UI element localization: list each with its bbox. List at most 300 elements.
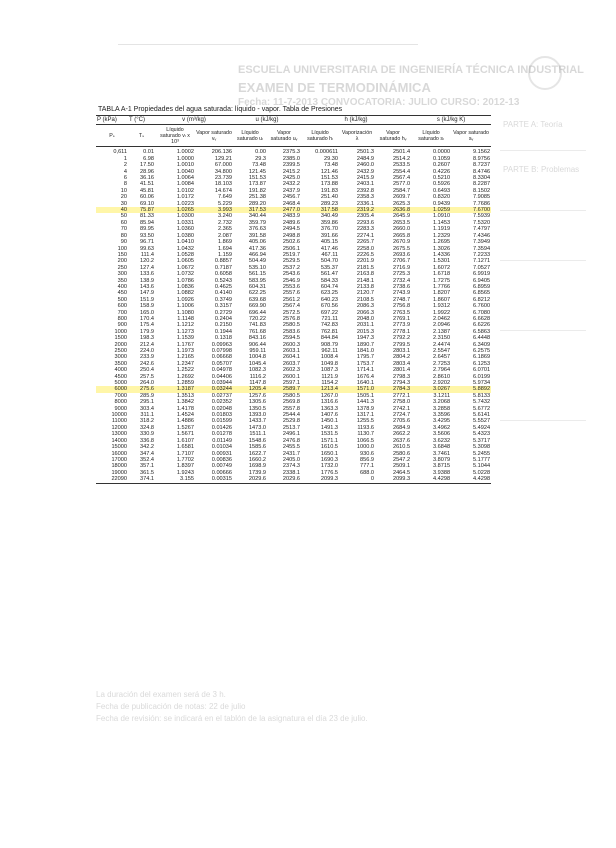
table-cell: 1.2692 [176,373,194,380]
table-cell: 2455.5 [282,444,301,451]
table-cell: 2399.5 [282,162,301,169]
table-cell: 1.0010 [176,162,194,169]
table-cell: 242.6 [140,360,154,367]
bleedthrough-part-b: PARTE B: Problemas [503,165,580,174]
header-pressure: P (kPa) [96,116,128,125]
table-cell: 191.83 [320,187,339,194]
table-cell: 0.2404 [214,315,233,322]
table-cell: 1.1767 [176,341,194,348]
table-cell: 1154.2 [321,380,339,387]
table-cell: 3.993 [195,207,233,213]
table-cell: 1.6718 [432,271,451,278]
table-cell: 1.4336 [432,251,451,258]
table-cell: 3.3596 [432,412,451,419]
table-cell: 7.9085 [472,194,491,201]
table-cell: 1213.4 [301,386,339,392]
table-cell: 2580.5 [282,392,301,399]
table-cell: 7.1271 [472,258,491,265]
table-cell: 0.5210 [432,175,451,182]
table-cell: 4000 [114,367,127,374]
table-cell: 2432.2 [282,181,301,188]
table-cell: 151.53 [248,175,267,182]
header-specific-volume: v (m³/kg) [155,116,233,125]
table-cell: 15000 [111,444,127,451]
table-cell: 1.8607 [432,296,451,303]
table-cell: 2120.7 [356,290,375,297]
bleedthrough-line [500,420,586,421]
table-cell: 18.103 [214,181,233,188]
table-cell: 6.8565 [472,290,491,297]
table-cell: 6.7080 [472,309,491,316]
table-cell: 1.1539 [176,335,194,342]
table-cell: 6.0701 [472,367,491,374]
table-cell: 0.4226 [432,168,451,175]
table-cell: 535.10 [248,264,267,271]
table-cell: 0.3749 [214,296,233,303]
table-cell: 1045.4 [248,360,267,367]
table-cell: 2546.9 [282,277,301,284]
table-cell: 2604.1 [282,354,301,361]
table-cell: 2258.0 [356,245,375,252]
table-cell: 1690.3 [320,456,339,463]
table-cell: 2501.4 [392,149,411,156]
table-cell: 720.22 [248,315,267,322]
table-cell: 340.44 [248,213,267,220]
sub-header-cell: Vaporización λ [339,125,375,147]
table-cell: 143.6 [140,283,154,290]
table-cell: 6.6226 [472,322,491,329]
table-cell: 3500 [114,360,127,367]
table-cell: 6.8212 [472,296,491,303]
table-cell: 2226.5 [356,251,375,258]
table-cell: 3.0267 [411,386,451,392]
table-cell: 40 [96,207,128,213]
table-cell: 696.44 [248,309,267,316]
table-cell: 0.4140 [214,290,233,297]
table-cell: 8.7237 [472,162,491,169]
table-cell: 18000 [111,463,127,470]
table-cell: 0.2729 [214,309,233,316]
table-cell: 2589.7 [267,386,301,392]
table-cell: 2099.3 [301,476,339,483]
sub-header-cell: Pₛ [96,125,128,147]
table-cell: 2743.9 [392,290,411,297]
table-cell: 1316.6 [320,399,339,406]
table-cell: 1.0223 [176,200,194,207]
table-cell: 45.81 [140,187,154,194]
table-cell: 2108.5 [356,296,375,303]
table-cell: 0.00931 [211,450,233,457]
table-cell: 2803.1 [392,348,411,354]
table-cell: 2569.8 [282,399,301,406]
table-cell: 311.1 [140,412,154,419]
table-cell: 376.70 [320,226,339,233]
table-cell: 257.5 [140,373,154,380]
table-cell: 0.4625 [214,283,233,290]
table-cell: 2.732 [218,219,233,226]
table-cell: 75.87 [128,207,155,213]
table-cell: 151.53 [320,175,339,182]
table-cell: 8.4746 [472,168,491,175]
table-cell: 0.01149 [212,437,233,444]
table-cell: 0.1318 [214,335,233,342]
table-cell: 0,611 [113,149,127,156]
table-cell: 7.649 [218,194,233,201]
table-cell: 300 [117,271,127,278]
table-cell: 1.3026 [432,245,451,252]
table-cell: 5.4323 [472,431,491,438]
table-cell: 1947.3 [356,335,375,342]
table-cell: 2547.2 [392,456,411,463]
table-cell: 4500 [114,373,127,380]
top-rule [118,44,418,45]
table-cell: 330.9 [140,431,154,438]
table-cell: 1000 [114,328,127,335]
table-cell: 3.9388 [432,469,451,476]
table-cell: 1350.5 [248,405,267,412]
table-cell: 2660.0 [392,226,411,233]
table-cell: 2584.7 [392,187,411,194]
table-cell: 2602.3 [282,367,301,374]
table-body [96,147,491,483]
table-cell: 1378.9 [356,405,375,412]
table-cell: 224.0 [140,348,154,354]
table-cell: 0.01803 [211,412,233,419]
table-cell: 0.000611 [315,149,339,156]
table-cell: 2201.9 [356,258,375,265]
table-cell: 2483.9 [282,213,301,220]
table-cell: 777.1 [360,463,375,470]
table-cell: 251.40 [320,194,339,201]
table-cell: 1087.3 [320,367,339,374]
table-cell: 29.30 [324,155,339,162]
table-cell: 5.8892 [451,386,491,392]
table-cell: 8.1502 [472,187,491,194]
table-cell: 120.2 [140,258,154,265]
table-cell: 1.2522 [176,367,194,374]
table-cell: 1147.8 [249,380,267,387]
table-cell: 2580.6 [392,450,411,457]
bleedthrough-date-line: Fecha: 11-7-2013 CONVOCATORIA: JULIO CURSO: 2012-13 [238,97,520,108]
table-cell: 2561.2 [282,296,301,303]
table-cell: 0 [339,476,375,483]
table-cell: 669.90 [248,303,267,310]
table-cell: 800 [117,315,127,322]
table-cell: 405.06 [248,239,267,246]
table-cell: 19000 [111,469,127,476]
table-cell: 2583.6 [282,328,301,335]
table-cell: 100 [117,245,127,252]
table-cell: 1.0836 [176,283,194,290]
table-cell: 6.1253 [472,360,491,367]
table-cell: 1.3513 [176,392,194,399]
table-cell: 1.3842 [176,399,194,406]
table-cell: 1.0882 [176,290,194,297]
table-cell: 1.869 [218,239,233,246]
table-cell: 170.4 [140,315,154,322]
table-cell: 90 [120,239,127,246]
table-cell: 0.01034 [211,444,233,451]
bleedthrough-exam-title: EXAMEN DE TERMODINÁMICA [238,80,431,95]
sub-header-cell: Líquido saturado sₗ [411,125,451,147]
table-cell: 352.4 [140,456,154,463]
table-cell: 69.10 [140,200,154,207]
table-cell: 41.51 [140,181,154,188]
table-cell: 1548.6 [248,437,267,444]
table-cell: 3.155 [155,476,195,483]
table-cell: 908.79 [320,341,339,348]
table-cell: 417.36 [248,245,267,252]
table-cell: 121.46 [320,168,339,175]
table-cell: 2513.7 [282,424,301,431]
table-cell: 604.74 [320,283,339,290]
table-cell: 1.1273 [176,328,194,335]
table-cell: 688.0 [360,469,375,476]
table-cell: 2801.4 [392,367,411,374]
table-cell: 6.9405 [472,277,491,284]
table-cell: 2029.6 [267,476,301,483]
table-cell: 2600.1 [282,373,301,380]
table-cell: 89.95 [140,226,154,233]
table-cell: 2319.2 [339,207,375,213]
table-cell: 1.0360 [176,226,194,233]
table-cell: 0.06668 [211,354,233,361]
table-cell: 2.0462 [432,315,451,322]
table-cell: 2437.9 [282,187,301,194]
table-cell: 3.4295 [432,418,451,425]
table-cell: 1.0528 [176,251,194,258]
table-cell: 2756.8 [392,303,411,310]
table-cell: 2665.8 [392,232,411,239]
table-cell: 3.6232 [432,437,451,444]
table-cell: 0.8320 [432,194,451,201]
table-cell: 81.33 [140,213,154,220]
table-cell: 4.4298 [451,476,491,483]
table-cell: 340.49 [320,213,339,220]
table-cell: 8 [123,181,127,188]
table-cell: 0.02737 [211,392,233,399]
table-cell: 3000 [114,354,127,361]
table-cell: 1.9922 [432,309,451,316]
table-cell: 1000.0 [356,444,375,451]
table-cell: 13000 [111,431,127,438]
table-cell: 1.0000 [176,155,194,162]
table-cell: 60 [120,219,127,226]
table-cell: 2724.7 [392,412,411,419]
table-cell: 0.05707 [211,360,233,367]
table-cell: 1.9312 [432,303,451,310]
table-cell: 9.1562 [472,149,491,156]
table-cell: 0.00315 [195,476,233,483]
sub-header-cell: Tₛ [128,125,155,147]
table-cell: 2637.6 [392,437,411,444]
table-cell: 324.8 [140,424,154,431]
table-cell: 2489.6 [282,219,301,226]
table-cell: 2181.5 [356,264,375,271]
table-cell: 1.4524 [176,412,194,419]
table-cell: 8.3304 [472,175,491,182]
table-cell: 0.02352 [211,399,233,406]
table-cell: 1.0410 [176,239,194,246]
table-cell: 391.58 [248,232,267,239]
table-cell: 1.1919 [432,226,451,233]
table-cell: 2415.2 [282,168,301,175]
bleedthrough-line [500,260,586,261]
table-cell: 0.01 [143,149,154,156]
table-cell: 2099.3 [375,476,411,483]
table-cell: 3.4962 [432,424,451,431]
table-cell: 670.56 [320,303,339,310]
table-cell: 133.6 [140,271,154,278]
table-cell: 2799.5 [392,341,411,348]
table-cell: 374.1 [128,476,155,483]
table-cell: 761.68 [248,328,267,335]
table-cell: 1393.0 [248,412,267,419]
table-cell: 6000 [96,386,128,392]
table-cell: 1.0102 [176,187,194,194]
table-cell: 1441.3 [356,399,375,406]
table-cell: 0.5243 [214,277,233,284]
table-cell: 604.31 [248,283,267,290]
table-cell: 285.9 [140,392,154,399]
table-cell: 2554.4 [392,168,411,175]
table-cell: 2.5547 [432,348,451,354]
table-cell: 93.50 [140,232,154,239]
table-cell: 2496.1 [282,431,301,438]
table-cell: 2.1387 [432,328,451,335]
header-internal-energy: u (kJ/kg) [233,116,301,125]
table-cell: 3.2858 [432,405,451,412]
table-cell: 1.159 [218,251,233,258]
table-cell: 1.5671 [176,431,194,438]
table-cell: 2553.6 [282,283,301,290]
table-cell: 191.82 [248,187,267,194]
bleedthrough-line [500,330,586,331]
table-cell: 1511.1 [249,431,267,438]
table-cell: 600 [117,303,127,310]
table-cell: 1.0002 [176,149,194,156]
table-cell: 3.240 [218,213,233,220]
table-cell: 2392.8 [356,187,375,194]
table-cell: 2636.8 [375,207,411,213]
table-cell: 2769.1 [392,315,411,322]
table-cell: 1.7766 [432,283,451,290]
table-cell: 36.16 [140,175,154,182]
table-cell: 2600.3 [282,341,301,348]
table-cell: 1363.3 [320,405,339,412]
table-cell: 250.4 [140,367,154,374]
table-row [96,147,491,156]
table-cell: 2336.1 [356,200,375,207]
table-cell: 1.0732 [176,271,194,278]
table-cell: 1317.1 [356,412,375,419]
table-cell: 138.9 [140,277,154,284]
table-cell: 0.03244 [195,386,233,392]
table-cell: 1205.4 [233,386,267,392]
table-cell: 900 [117,322,127,329]
table-cell: 3.8079 [432,456,451,463]
table-cell: 127.4 [140,264,154,271]
table-cell: 1004.8 [248,354,267,361]
table-cell: 2758.0 [392,399,411,406]
table-cell: 2.7964 [432,367,451,374]
table-cell: 1.0300 [176,213,194,220]
table-cell: 2460.0 [356,162,375,169]
table-cell: 1505.1 [356,392,375,399]
table-cell: 165.0 [140,309,154,316]
table-cell: 2794.3 [392,380,411,387]
table-cell: 1.7702 [176,456,194,463]
table-cell: 2529.8 [282,418,301,425]
table-cell: 2338.1 [282,469,301,476]
table-cell: 7.6700 [451,207,491,213]
table-cell: 2484.9 [356,155,375,162]
table-cell: 1.6072 [432,264,451,271]
header-entropy: s (kJ/kg K) [411,116,491,125]
table-cell: 2533.5 [392,162,411,169]
table-cell: 303.4 [140,405,154,412]
sub-header-cell: Líquido saturado uₗ [233,125,267,147]
table-cell: 1.2347 [176,360,194,367]
table-cell: 2498.8 [282,232,301,239]
table-cell: 535.37 [320,264,339,271]
table-cell: 1121.9 [321,373,339,380]
table-cell: 1.1080 [176,309,194,316]
table-cell: 2305.4 [356,213,375,220]
table-cell: 6.3409 [472,341,491,348]
table-cell: 2431.7 [282,450,301,457]
table-cell: 1698.9 [248,463,267,470]
table-cell: 1.1148 [177,315,194,322]
table-cell: 1.8397 [176,463,194,470]
table-cell: 2597.1 [282,380,301,387]
table-cell: 3.2068 [432,399,451,406]
table-cell: 30 [120,200,127,207]
table-cell: 640.23 [320,296,339,303]
table-cell: 16000 [111,450,127,457]
table-cell: 7.5939 [472,213,491,220]
sub-header-cell: Líquido saturado hₗ [301,125,339,147]
table-cell: 0.00749 [211,463,233,470]
table-cell: 179.9 [140,328,154,335]
table-cell: 6.4448 [472,335,491,342]
table-cell: 2.0946 [432,322,451,329]
table-cell: 173.87 [248,181,267,188]
table-cell: 6.1869 [472,354,491,361]
table-cell: 289.23 [320,200,339,207]
table-cell: 856.9 [360,456,375,463]
table-cell: 2066.3 [356,309,375,316]
table-cell: 1.4886 [176,418,194,425]
table-cell: 7.4346 [472,232,491,239]
table-cell: 2500 [114,348,127,354]
table-cell: 173.88 [320,181,339,188]
table-cell: 906.44 [248,341,267,348]
table-cell: 1714.1 [356,367,375,374]
table-cell: 17.50 [140,162,154,169]
table-cell: 500 [117,296,127,303]
table-cell: 700 [117,309,127,316]
sub-header-cell: Vapor saturado vᵥ [195,125,233,147]
table-cell: 1.694 [218,245,233,252]
table-cell: 1739.9 [248,469,267,476]
table-cell: 3.8715 [432,463,451,470]
table-cell: 2529.5 [282,258,301,265]
table-cell: 2415.9 [356,175,375,182]
saturated-water-pressure-table [96,115,491,484]
table-cell: 1.0380 [176,232,194,239]
table-cell: 844.84 [320,335,339,342]
